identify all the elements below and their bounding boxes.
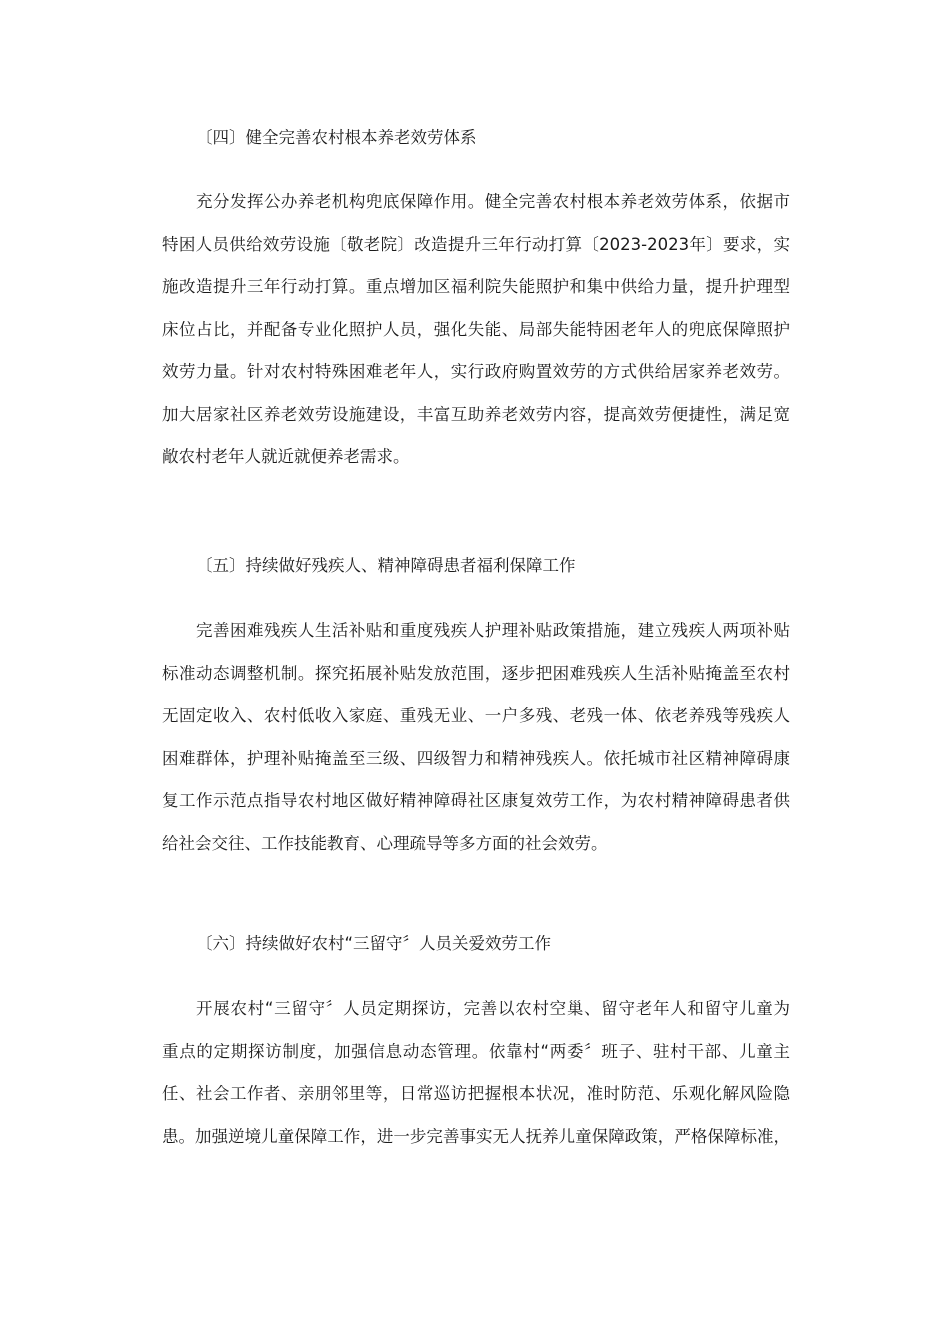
paragraph-line: 任、社会工作者、亲朋邻里等，日常巡访把握根本状况，准时防范、乐观化解风险隐 <box>162 1084 790 1103</box>
paragraph-line: 充分发挥公办养老机构兜底保障作用。健全完善农村根本养老效劳体系，依据市 <box>196 192 790 211</box>
section-heading-6: 〔六〕持续做好农村“三留守〞人员关爱效劳工作 <box>196 934 552 953</box>
section-paragraph-4 <box>162 181 790 479</box>
paragraph-line: 开展农村“三留守〞人员定期探访，完善以农村空巢、留守老年人和留守儿童为 <box>196 999 790 1018</box>
paragraph-line: 特困人员供给效劳设施〔敬老院〕改造提升三年行动打算〔2023-2023年〕要求，实 <box>162 234 790 254</box>
paragraph-line: 重点的定期探访制度，加强信息动态管理。依靠村“两委〞班子、驻村干部、儿童主 <box>162 1041 790 1061</box>
paragraph-line: 患。加强逆境儿童保障工作，进一步完善事实无人抚养儿童保障政策，严格保障标准， <box>162 1126 790 1146</box>
paragraph-line: 床位占比，并配备专业化照护人员，强化失能、局部失能特困老年人的兜底保障照护 <box>162 319 790 339</box>
section-heading-5: 〔五〕持续做好残疾人、精神障碍患者福利保障工作 <box>196 556 576 575</box>
paragraph-line: 加大居家社区养老效劳设施建设，丰富互助养老效劳内容，提高效劳便捷性，满足宽 <box>162 404 790 424</box>
section-heading-4: 〔四〕健全完善农村根本养老效劳体系 <box>196 128 477 147</box>
paragraph-line: 施改造提升三年行动打算。重点增加区福利院失能照护和集中供给力量，提升护理型 <box>162 277 790 296</box>
paragraph-line: 无固定收入、农村低收入家庭、重残无业、一户多残、老残一体、依老养残等残疾人 <box>162 706 790 725</box>
section-paragraph-5 <box>162 610 790 865</box>
paragraph-line: 效劳力量。针对农村特殊困难老年人，实行政府购置效劳的方式供给居家养老效劳。 <box>162 362 790 381</box>
paragraph-line: 给社会交往、工作技能教育、心理疏导等多方面的社会效劳。 <box>162 833 608 853</box>
paragraph-line: 敞农村老年人就近就便养老需求。 <box>162 447 410 466</box>
section-paragraph-6 <box>162 988 790 1158</box>
paragraph-line: 完善困难残疾人生活补贴和重度残疾人护理补贴政策措施，建立残疾人两项补贴 <box>196 621 790 640</box>
paragraph-line: 标准动态调整机制。探究拓展补贴发放范围，逐步把困难残疾人生活补贴掩盖至农村 <box>162 663 790 683</box>
paragraph-line: 复工作示范点指导农村地区做好精神障碍社区康复效劳工作，为农村精神障碍患者供 <box>162 791 790 810</box>
paragraph-line: 困难群体，护理补贴掩盖至三级、四级智力和精神残疾人。依托城市社区精神障碍康 <box>162 748 790 768</box>
